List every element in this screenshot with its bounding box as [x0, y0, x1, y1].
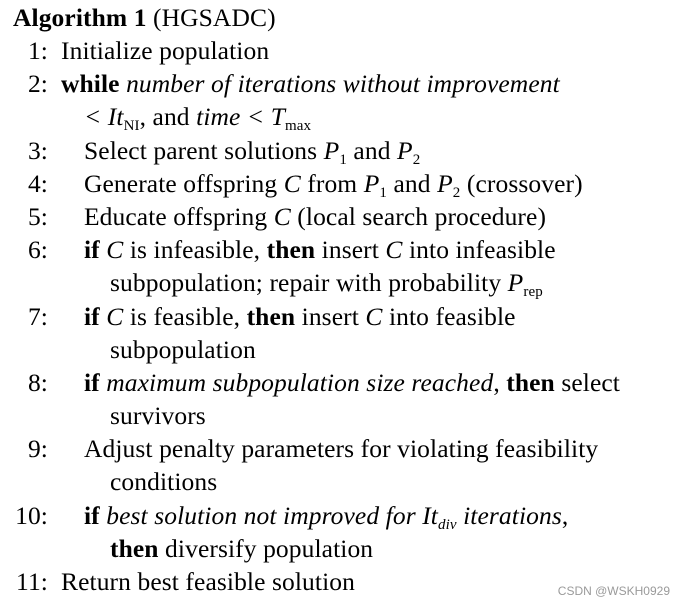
line-number: 5: — [27, 202, 48, 231]
if-condition: maximum subpopulation size reached — [106, 368, 494, 397]
algorithm-line-8-cont — [110, 401, 206, 431]
line-text: subpopulation; repair with probability — [110, 268, 508, 297]
keyword-then: then — [246, 302, 296, 331]
subscript-ni: NI — [123, 118, 140, 134]
line-number: 8: — [27, 368, 48, 397]
line-text: from — [300, 169, 364, 198]
keyword-if: if — [84, 302, 100, 331]
line-text: insert — [295, 302, 366, 331]
line-number: 4: — [27, 169, 48, 198]
keyword-then: then — [506, 368, 555, 397]
line-text: Return best feasible solution — [61, 567, 355, 596]
p2-symbol: P — [437, 169, 453, 198]
line-text: (crossover) — [460, 169, 583, 198]
line-number: 1: — [27, 36, 48, 65]
keyword-if: if — [84, 235, 100, 264]
line-text: , — [493, 368, 507, 397]
line-text: Generate offspring — [84, 169, 284, 198]
line-text: Initialize population — [61, 36, 270, 65]
algorithm-line-10-cont — [110, 534, 373, 564]
c-symbol: C — [385, 235, 403, 264]
it-ni-symbol: < It — [84, 102, 124, 131]
if-condition-end: iterations — [456, 501, 562, 530]
algorithm-line-7-cont — [110, 335, 256, 365]
line-text: conditions — [110, 467, 218, 496]
subscript-div: div — [437, 517, 457, 533]
and-text: and — [346, 136, 398, 165]
while-condition: number of iterations without improvement — [126, 69, 560, 98]
keyword-if: if — [84, 368, 100, 397]
keyword-while: while — [61, 69, 120, 98]
line-text: Select parent solutions — [84, 136, 324, 165]
p1-symbol: P — [363, 169, 380, 198]
if-condition: best solution not improved for It — [106, 501, 438, 530]
line-text: Adjust penalty parameters for violating feasibility — [84, 434, 599, 463]
keyword-then: then — [110, 534, 159, 563]
subscript-max: max — [285, 118, 312, 134]
c-symbol: C — [283, 169, 301, 198]
line-text: is feasible, — [123, 302, 247, 331]
algorithm-name: (HGSADC) — [153, 3, 276, 32]
subscript-2: 2 — [452, 185, 461, 201]
line-text: diversify population — [158, 534, 374, 563]
subscript-1: 1 — [379, 185, 388, 201]
line-number: 11: — [16, 567, 48, 596]
keyword-if: if — [84, 501, 100, 530]
t-max-symbol: < T — [240, 102, 285, 131]
line-text: into infeasible — [402, 235, 556, 264]
line-text: select — [554, 368, 620, 397]
p1-symbol: P — [323, 136, 340, 165]
subscript-2: 2 — [412, 152, 421, 168]
keyword-then: then — [266, 235, 316, 264]
and-text: and — [387, 169, 438, 198]
line-text: insert — [315, 235, 386, 264]
line-number: 3: — [27, 136, 48, 165]
algorithm-line-9-cont — [110, 467, 217, 497]
c-symbol: C — [106, 302, 124, 331]
line-number: 6: — [27, 235, 48, 264]
algorithm-line-2-cont — [84, 102, 311, 132]
subscript-1: 1 — [339, 152, 347, 168]
algorithm-line-6-cont — [110, 268, 543, 298]
c-symbol: C — [273, 202, 291, 231]
subscript-rep: rep — [523, 284, 543, 300]
algorithm-label: Algorithm 1 — [13, 3, 147, 32]
line-text: survivors — [110, 401, 206, 430]
line-number: 2: — [27, 69, 48, 98]
and-text: , and — [139, 102, 197, 131]
p-rep-symbol: P — [507, 268, 524, 297]
line-number: 7: — [27, 302, 48, 331]
algorithm-title — [13, 3, 276, 33]
line-number: 10: — [15, 501, 48, 530]
line-text: into feasible — [382, 302, 516, 331]
line-text: is infeasible, — [123, 235, 267, 264]
watermark: CSDN @WSKH0929 — [557, 584, 670, 598]
c-symbol: C — [365, 302, 383, 331]
time-word: time — [196, 102, 241, 131]
line-text: (local search procedure) — [290, 202, 547, 231]
line-text: , — [561, 501, 569, 530]
line-text: Educate offspring — [84, 202, 274, 231]
line-number: 9: — [27, 434, 48, 463]
p2-symbol: P — [397, 136, 413, 165]
c-symbol: C — [106, 235, 124, 264]
line-text: subpopulation — [110, 335, 256, 364]
